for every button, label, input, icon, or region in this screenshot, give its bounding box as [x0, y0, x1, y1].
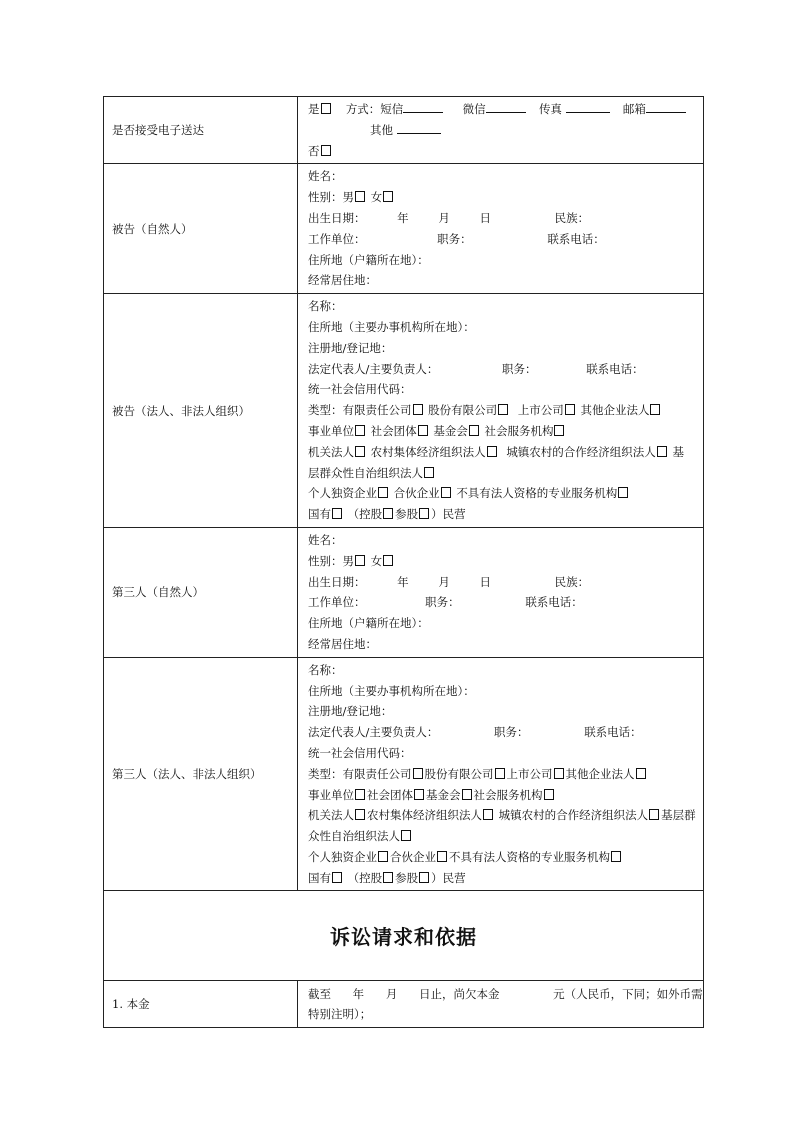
year-label: 年 — [397, 574, 409, 589]
label-defendant-legal-person: 被告（法人、非法人组织） — [104, 294, 298, 528]
listed-checkbox[interactable] — [554, 768, 564, 779]
ethnic-label: 民族： — [554, 210, 590, 225]
owed-principal-label: 日止，尚欠本金 — [418, 986, 500, 1001]
type-government-label: 机关法人 — [308, 808, 354, 823]
birth-label: 出生日期： — [308, 210, 366, 225]
org-type-line-3 — [308, 805, 697, 826]
gender-male-label: 性别：男 — [308, 190, 354, 205]
llc-checkbox[interactable] — [413, 768, 423, 779]
male-checkbox[interactable] — [355, 555, 365, 566]
private-label: ）民营 — [431, 507, 466, 522]
ownership-line — [308, 504, 697, 525]
type-other-enterprise-label: 其他企业法人 — [580, 403, 650, 418]
type-listed-label: 上市公司 — [506, 766, 553, 781]
female-checkbox[interactable] — [383, 555, 393, 566]
grassroots-checkbox[interactable] — [424, 467, 434, 478]
credit-code-field[interactable]: 统一社会信用代码： — [308, 745, 412, 760]
government-checkbox[interactable] — [355, 809, 365, 820]
birth-label: 出生日期： — [308, 574, 366, 589]
share-label: 参股 — [395, 507, 419, 522]
work-label: 工作单位： — [308, 231, 366, 246]
domicile-field[interactable]: 住所地（户籍所在地）： — [308, 616, 429, 631]
day-label: 日 — [479, 210, 491, 225]
share-checkbox[interactable] — [419, 872, 429, 883]
type-professional-service-label: 不具有法人资格的专业服务机构 — [449, 849, 610, 864]
type-social-group-label: 社会团体 — [370, 423, 417, 438]
row-section-title — [104, 891, 704, 981]
type-social-group-label: 社会团体 — [367, 787, 413, 802]
year-label: 年 — [352, 986, 365, 1001]
type-joint-stock-label: 股份有限公司 — [428, 403, 498, 418]
rural-collective-checkbox[interactable] — [487, 446, 497, 457]
gender-field — [308, 187, 697, 208]
partnership-checkbox[interactable] — [437, 851, 447, 862]
phone-label: 联系电话： — [584, 725, 642, 740]
llc-checkbox[interactable] — [413, 404, 423, 415]
rep-label: 法定代表人/主要负责人： — [308, 725, 439, 740]
work-label: 工作单位： — [308, 595, 366, 610]
org-type-line-4 — [308, 826, 697, 847]
type-professional-service-label: 不具有法人资格的专业服务机构 — [456, 486, 618, 501]
ethnic-label: 民族： — [554, 574, 590, 589]
position-label: 职务： — [494, 725, 529, 740]
state-owned-label: 国有 — [308, 507, 331, 522]
gender-female-label: 女 — [370, 190, 383, 205]
principal-fields — [298, 981, 704, 1028]
state-owned-checkbox[interactable] — [332, 872, 342, 883]
other-enterprise-checkbox[interactable] — [650, 404, 660, 415]
type-sole-proprietorship-label: 个人独资企业 — [308, 849, 377, 864]
residence-field[interactable]: 经常居住地： — [308, 273, 377, 288]
org-type-line-5 — [308, 483, 697, 504]
professional-service-checkbox[interactable] — [618, 487, 628, 498]
type-rural-collective-label: 农村集体经济组织法人 — [370, 444, 486, 459]
yes-checkbox[interactable] — [321, 103, 331, 114]
cooperative-checkbox[interactable] — [657, 446, 667, 457]
org-reg-field[interactable]: 注册地/登记地： — [308, 340, 393, 355]
rural-collective-checkbox[interactable] — [483, 809, 493, 820]
org-type-line-3 — [308, 442, 697, 463]
foundation-checkbox[interactable] — [462, 789, 472, 800]
wechat-blank[interactable] — [486, 101, 526, 113]
org-address-field[interactable]: 住所地（主要办事机构所在地）： — [308, 319, 475, 334]
org-rep-field[interactable] — [308, 359, 697, 380]
type-foundation-label: 基金会 — [433, 423, 468, 438]
type-cooperative-label: 城镇农村的合作经济组织法人 — [498, 808, 649, 823]
principal-line-2: 特别注明）； — [308, 1007, 372, 1022]
row-principal — [104, 981, 704, 1028]
cooperative-checkbox[interactable] — [649, 809, 659, 820]
listed-checkbox[interactable] — [565, 404, 575, 415]
female-checkbox[interactable] — [383, 191, 393, 202]
defendant-legal-person-fields — [298, 294, 704, 528]
type-llc-label: 类型：有限责任公司 — [308, 403, 412, 418]
name-field[interactable]: 姓名： — [308, 169, 343, 184]
joint-stock-checkbox[interactable] — [498, 404, 508, 415]
sole-proprietorship-checkbox[interactable] — [378, 851, 388, 862]
row-third-party-legal-person — [104, 657, 704, 891]
no-checkbox[interactable] — [321, 145, 331, 156]
month-label: 月 — [385, 986, 398, 1001]
org-type-line-5 — [308, 847, 697, 868]
principal-line-1[interactable] — [308, 984, 703, 1005]
label-third-party-natural-person: 第三人（自然人） — [104, 527, 298, 657]
social-service-checkbox[interactable] — [554, 425, 564, 436]
type-other-enterprise-label: 其他企业法人 — [565, 766, 635, 781]
type-public-institution-label: 事业单位 — [308, 423, 354, 438]
type-grassroots-label-start: 基 — [672, 444, 684, 459]
credit-code-field[interactable]: 统一社会信用代码： — [308, 382, 412, 397]
type-cooperative-label: 城镇农村的合作经济组织法人 — [506, 444, 656, 459]
section-title: 诉讼请求和依据 — [104, 891, 704, 981]
third-party-legal-person-fields — [298, 657, 704, 891]
type-grassroots-label-end: 众性自治组织法人 — [308, 829, 400, 844]
public-institution-checkbox[interactable] — [355, 789, 365, 800]
wechat-label: 微信 — [462, 102, 486, 116]
male-checkbox[interactable] — [355, 191, 365, 202]
professional-service-checkbox[interactable] — [611, 851, 621, 862]
label-principal: 1. 本金 — [104, 981, 298, 1028]
defendant-natural-person-fields — [298, 164, 704, 294]
grassroots-checkbox[interactable] — [401, 830, 411, 841]
fax-blank[interactable] — [566, 101, 610, 113]
sms-label: 方式：短信 — [345, 102, 404, 116]
type-grassroots-label-end: 层群众性自治组织法人 — [308, 465, 423, 480]
complaint-form-table — [103, 96, 704, 1028]
electronic-service-options — [298, 97, 704, 164]
birth-field[interactable] — [308, 572, 697, 593]
social-group-checkbox[interactable] — [418, 425, 428, 436]
holding-label: （控股 — [347, 507, 383, 522]
private-label: ）民营 — [431, 870, 466, 885]
month-label: 月 — [438, 574, 450, 589]
government-checkbox[interactable] — [355, 446, 365, 457]
org-rep-field[interactable] — [308, 722, 697, 743]
email-blank[interactable] — [646, 101, 686, 113]
other-label: 其他 — [370, 122, 393, 137]
state-owned-checkbox[interactable] — [332, 508, 342, 519]
as-of-label: 截至 — [308, 986, 331, 1001]
org-reg-field[interactable]: 注册地/登记地： — [308, 704, 393, 719]
type-public-institution-label: 事业单位 — [308, 787, 354, 802]
phone-label: 联系电话： — [586, 361, 644, 376]
org-name-field[interactable]: 名称： — [308, 662, 343, 677]
org-type-line-1 — [308, 764, 697, 785]
label-electronic-service: 是否接受电子送达 — [104, 97, 298, 164]
gender-female-label: 女 — [370, 553, 383, 568]
currency-note-label: 元（人民币，下同；如外币需 — [553, 986, 703, 1001]
type-grassroots-label-start: 基层群 — [661, 808, 696, 823]
type-llc-label: 类型：有限责任公司 — [308, 766, 412, 781]
other-blank[interactable] — [397, 122, 441, 134]
year-label: 年 — [397, 210, 409, 225]
public-institution-checkbox[interactable] — [355, 425, 365, 436]
row-defendant-legal-person — [104, 294, 704, 528]
work-field[interactable] — [308, 592, 697, 613]
day-label: 日 — [479, 574, 491, 589]
label-third-party-legal-person: 第三人（法人、非法人组织） — [104, 657, 298, 891]
type-listed-label: 上市公司 — [517, 403, 564, 418]
phone-label: 联系电话： — [547, 231, 605, 246]
org-address-field[interactable]: 住所地（主要办事机构所在地）： — [308, 683, 475, 698]
state-owned-label: 国有 — [308, 870, 331, 885]
holding-checkbox[interactable] — [383, 872, 393, 883]
row-electronic-service — [104, 97, 704, 164]
type-foundation-label: 基金会 — [426, 787, 461, 802]
position-label: 职务： — [425, 595, 460, 610]
third-party-natural-person-fields — [298, 527, 704, 657]
share-checkbox[interactable] — [419, 508, 429, 519]
domicile-field[interactable]: 住所地（户籍所在地）： — [308, 252, 429, 267]
type-partnership-label: 合伙企业 — [390, 849, 436, 864]
name-field[interactable]: 姓名： — [308, 532, 343, 547]
type-social-service-label: 社会服务机构 — [473, 787, 543, 802]
residence-field[interactable]: 经常居住地： — [308, 636, 377, 651]
gender-field — [308, 551, 697, 572]
social-service-checkbox[interactable] — [544, 789, 554, 800]
position-label: 职务： — [502, 361, 537, 376]
other-enterprise-checkbox[interactable] — [636, 768, 646, 779]
org-name-field[interactable]: 名称： — [308, 299, 343, 314]
email-label: 邮箱 — [622, 102, 646, 116]
no-label: 否 — [308, 143, 320, 158]
month-label: 月 — [438, 210, 450, 225]
partnership-checkbox[interactable] — [441, 487, 451, 498]
org-type-line-4 — [308, 463, 697, 484]
work-field[interactable] — [308, 229, 697, 250]
fax-label: 传真 — [538, 102, 562, 116]
type-sole-proprietorship-label: 个人独资企业 — [308, 486, 377, 501]
yes-label: 是 — [308, 102, 320, 116]
sole-proprietorship-checkbox[interactable] — [378, 487, 388, 498]
social-group-checkbox[interactable] — [414, 789, 424, 800]
foundation-checkbox[interactable] — [469, 425, 479, 436]
phone-label: 联系电话： — [525, 595, 583, 610]
org-type-line-2 — [308, 421, 697, 442]
label-defendant-natural-person: 被告（自然人） — [104, 164, 298, 294]
holding-checkbox[interactable] — [383, 508, 393, 519]
row-third-party-natural-person — [104, 527, 704, 657]
birth-field[interactable] — [308, 208, 697, 229]
type-joint-stock-label: 股份有限公司 — [424, 766, 494, 781]
rep-label: 法定代表人/主要负责人： — [308, 361, 439, 376]
share-label: 参股 — [395, 870, 419, 885]
org-type-line-2 — [308, 785, 697, 806]
joint-stock-checkbox[interactable] — [495, 768, 505, 779]
ownership-line — [308, 868, 697, 889]
org-type-line-1 — [308, 400, 697, 421]
sms-blank[interactable] — [403, 101, 443, 113]
type-rural-collective-label: 农村集体经济组织法人 — [367, 808, 482, 823]
gender-male-label: 性别：男 — [308, 553, 354, 568]
type-government-label: 机关法人 — [308, 444, 354, 459]
row-defendant-natural-person — [104, 164, 704, 294]
type-social-service-label: 社会服务机构 — [484, 423, 554, 438]
holding-label: （控股 — [347, 870, 383, 885]
type-partnership-label: 合伙企业 — [393, 486, 440, 501]
position-label: 职务： — [437, 231, 472, 246]
